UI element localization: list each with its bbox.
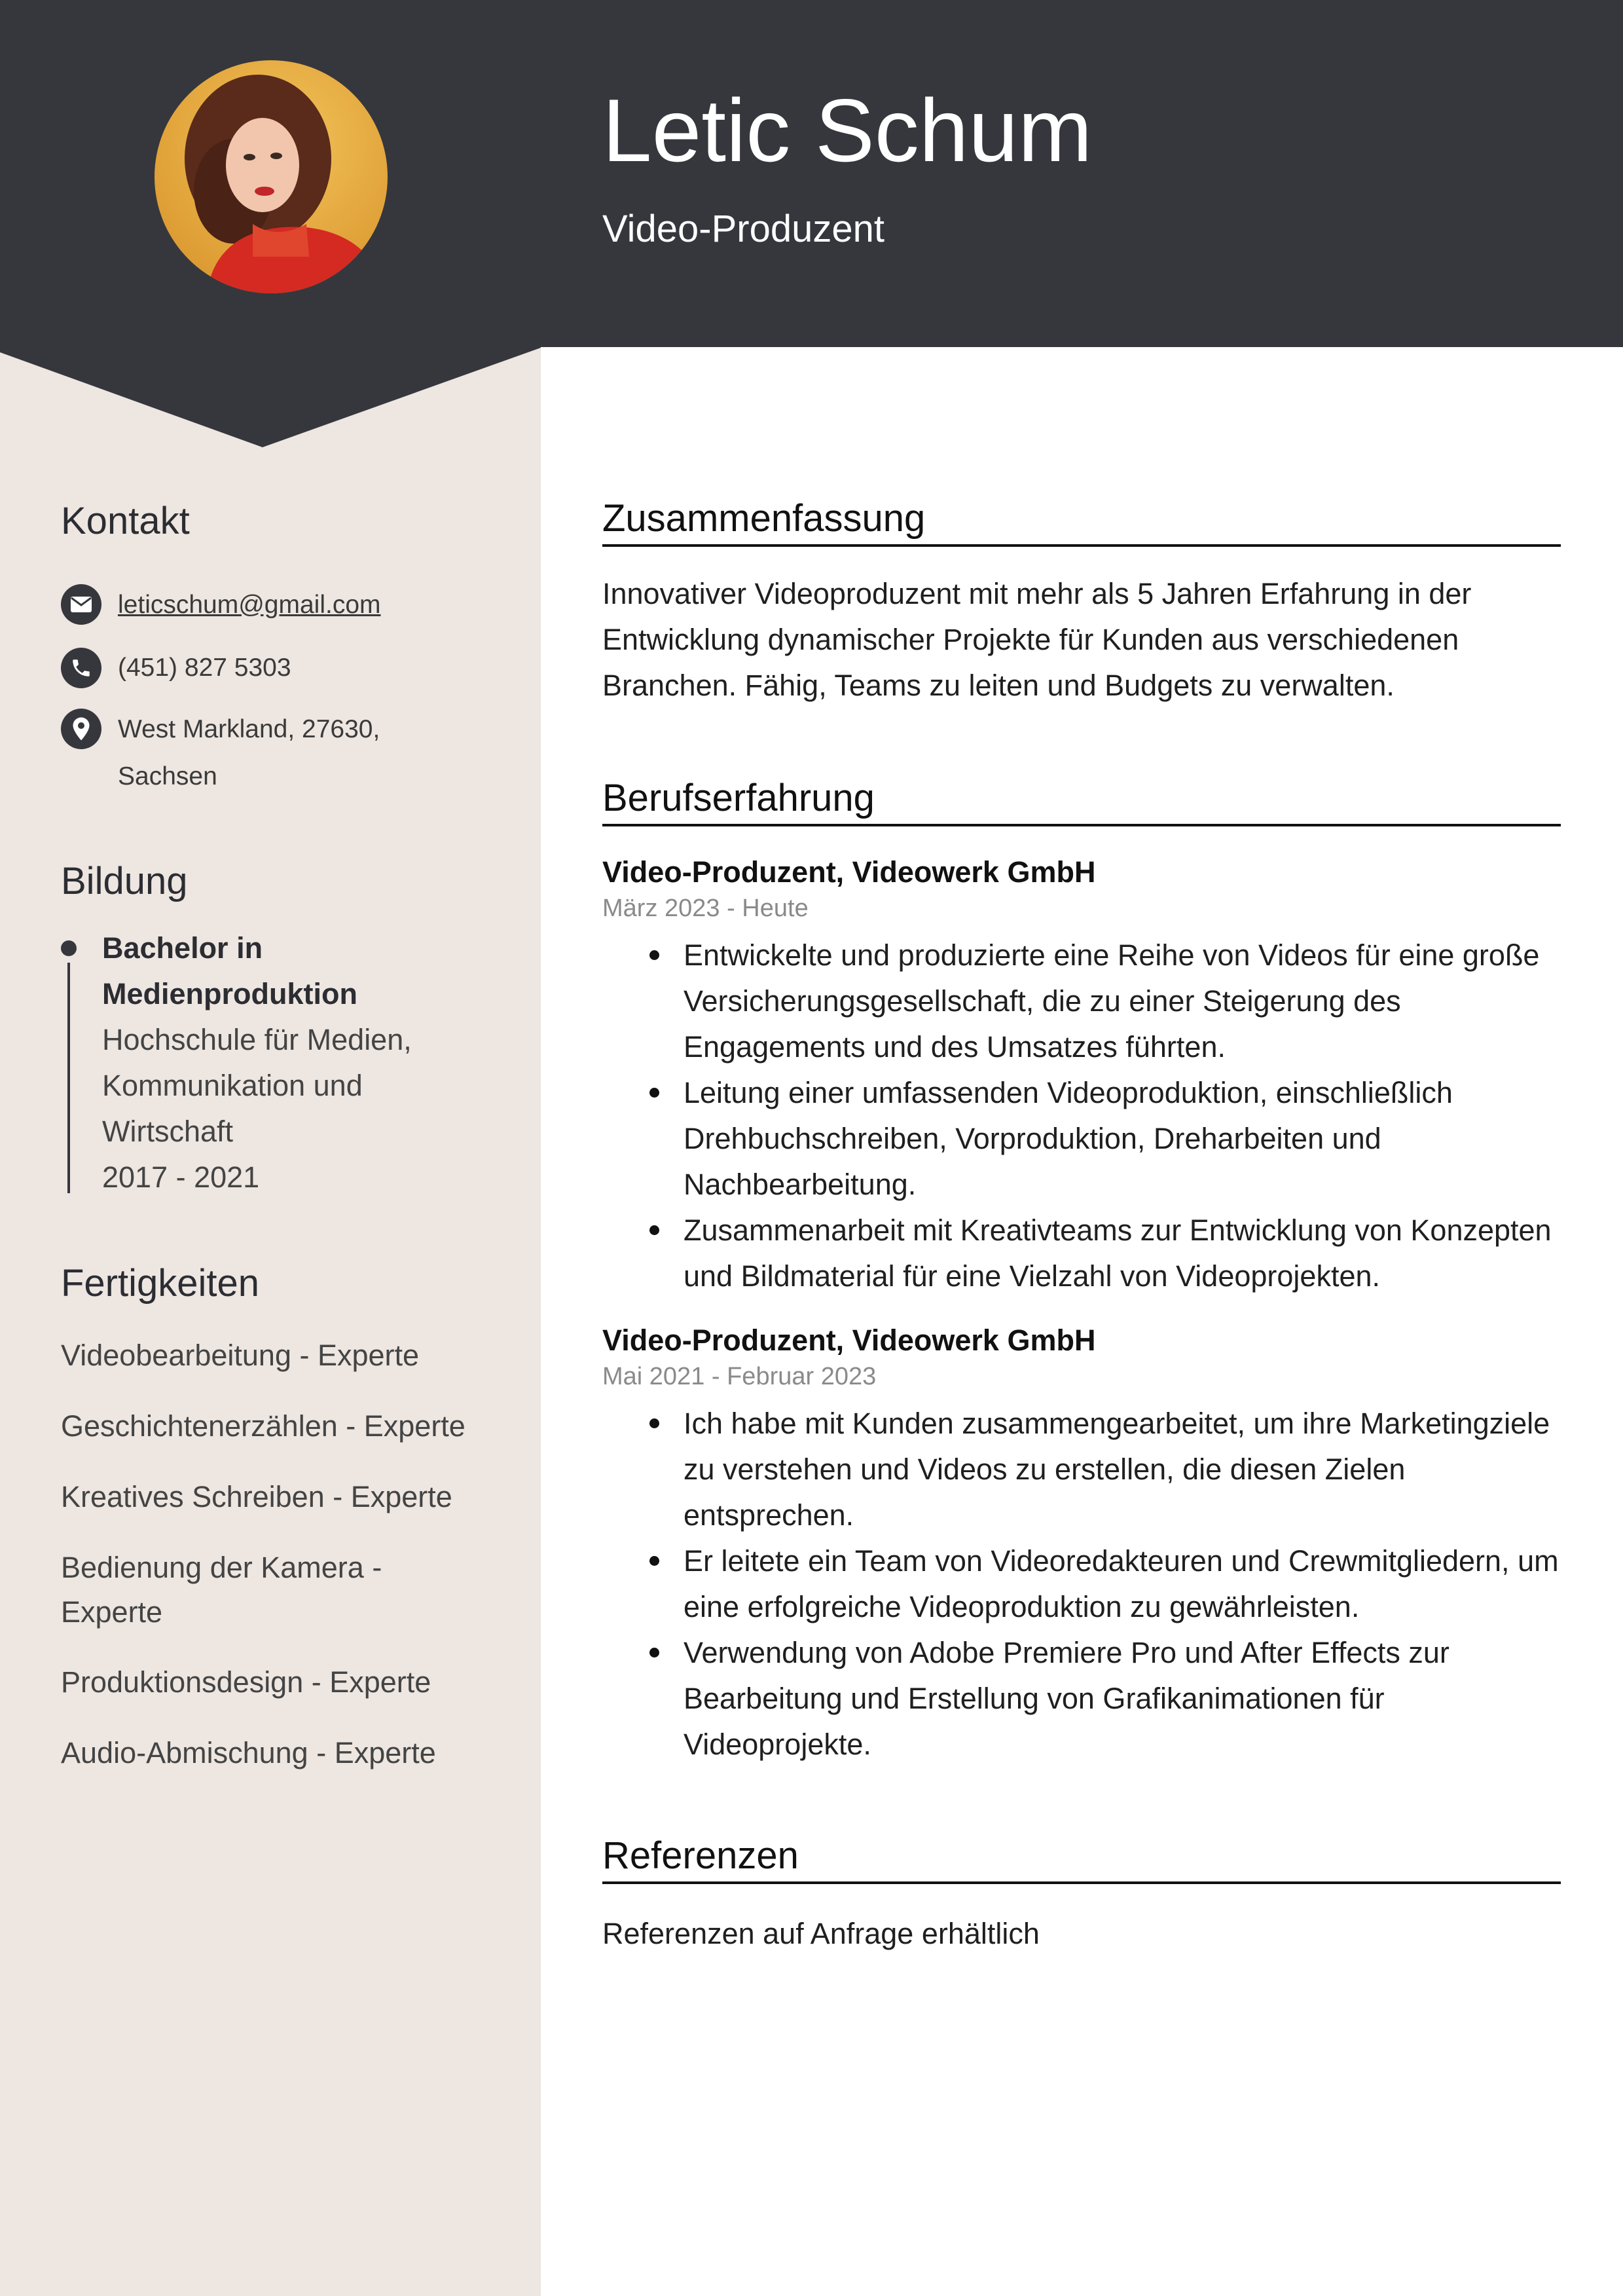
list-item xyxy=(602,1630,1565,1768)
skill-item: Audio-Abmischung - Experte xyxy=(61,1736,436,1769)
address-line-2: Sachsen xyxy=(118,762,217,790)
list-item xyxy=(602,933,1565,1070)
phone-number: (451) 827 5303 xyxy=(118,654,291,682)
job-title: Video-Produzent, Videowerk GmbH xyxy=(602,855,1096,889)
bullet-text: Er leitete ein Team von Videoredakteuren und Crewmitgliedern, um eine erfolgreiche Videoproduktion zu gewährleisten. xyxy=(684,1544,1559,1623)
avatar xyxy=(155,60,388,293)
school-line-1: Hochschule für Medien, xyxy=(102,1023,412,1056)
bullet-text: Zusammenarbeit mit Kreativteams zur Entwicklung von Konzepten und Bildmaterial für eine Vielzahl von Videoprojekten. xyxy=(684,1213,1552,1293)
email-icon xyxy=(61,584,101,625)
timeline-dot xyxy=(61,940,77,956)
education-heading: Bildung xyxy=(61,860,188,902)
email-link[interactable]: leticschum@gmail.com xyxy=(118,591,381,619)
degree-line-2: Medienproduktion xyxy=(102,977,357,1010)
skill-item: Kreatives Schreiben - Experte xyxy=(61,1480,452,1513)
education-years: 2017 - 2021 xyxy=(102,1160,260,1194)
skills-heading: Fertigkeiten xyxy=(61,1262,260,1305)
bullet-dot xyxy=(649,1556,659,1566)
location-icon xyxy=(61,709,101,749)
address-line-1: West Markland, 27630, xyxy=(118,715,380,743)
bullet-text: Ich habe mit Kunden zusammengearbeitet, um ihre Marketingziele zu verstehen und Videos zu erstellen, die diesen Zielen entsprechen. xyxy=(684,1407,1550,1532)
bullet-text: Verwendung von Adobe Premiere Pro und After Effects zur Bearbeitung und Erstellung von Grafikanimationen für Videoprojekte. xyxy=(684,1636,1450,1761)
list-item xyxy=(602,1538,1565,1630)
references-text: Referenzen auf Anfrage erhältlich xyxy=(602,1917,1040,1950)
job-bullets xyxy=(602,933,1565,1299)
bullet-dot xyxy=(649,1225,659,1235)
skill-item: Geschichtenerzählen - Experte xyxy=(61,1409,465,1443)
candidate-name: Letic Schum xyxy=(602,81,1093,180)
phone-icon xyxy=(61,648,101,688)
degree-line-1: Bachelor in xyxy=(102,931,263,965)
bullet-dot xyxy=(649,1418,659,1428)
skill-item: Bedienung der Kamera - Experte xyxy=(61,1551,382,1629)
list-item xyxy=(602,1401,1565,1538)
skill-item: Videobearbeitung - Experte xyxy=(61,1339,420,1372)
header-chevron xyxy=(0,346,541,447)
references-heading: Referenzen xyxy=(602,1834,1561,1884)
timeline-line xyxy=(67,963,70,1193)
bullet-text: Leitung einer umfassenden Videoproduktion, einschließlich Drehbuchschreiben, Vorproduktion, Dreharbeiten und Nachbearbeitung. xyxy=(684,1076,1453,1201)
bullet-dot xyxy=(649,1088,659,1098)
education-entry xyxy=(102,925,495,1200)
job-bullets xyxy=(602,1401,1565,1768)
experience-heading: Berufserfahrung xyxy=(602,776,1561,826)
school-line-2: Kommunikation und xyxy=(102,1069,363,1102)
list-item xyxy=(602,1070,1565,1208)
job-dates: März 2023 - Heute xyxy=(602,895,809,922)
bullet-dot xyxy=(649,1648,659,1657)
bullet-text: Entwickelte und produzierte eine Reihe von Videos für eine große Versicherungsgesellschaft, die zu einer Steigerung des Engagements und des Umsatzes führten. xyxy=(684,938,1540,1064)
candidate-title: Video-Produzent xyxy=(602,208,885,250)
job-title: Video-Produzent, Videowerk GmbH xyxy=(602,1324,1096,1357)
summary-heading: Zusammenfassung xyxy=(602,496,1561,547)
list-item xyxy=(602,1208,1565,1299)
skill-item: Produktionsdesign - Experte xyxy=(61,1665,431,1699)
job-dates: Mai 2021 - Februar 2023 xyxy=(602,1363,877,1390)
summary-text: Innovativer Videoproduzent mit mehr als 5 Jahren Erfahrung in der Entwicklung dynamischer Projekte für Kunden aus verschiedenen Branchen. Fähig, Teams zu leiten und Budgets zu verwalten. xyxy=(602,577,1472,702)
bullet-dot xyxy=(649,950,659,960)
contact-heading: Kontakt xyxy=(61,500,190,542)
school-line-3: Wirtschaft xyxy=(102,1115,234,1148)
